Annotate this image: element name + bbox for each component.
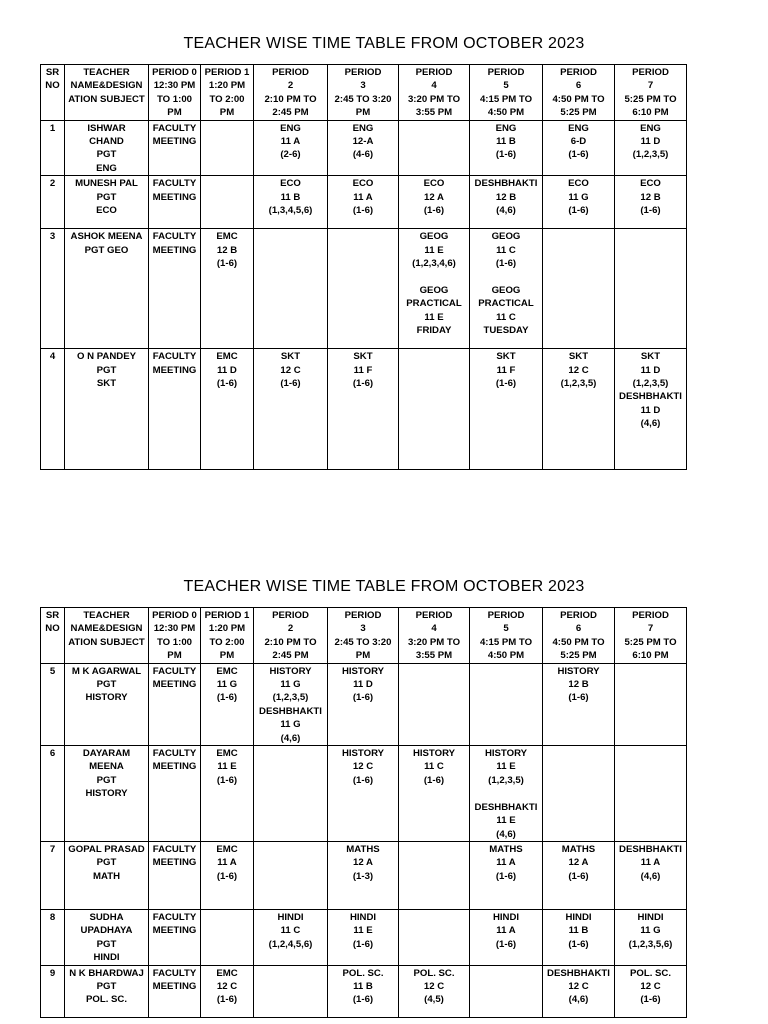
header-row (41, 608, 687, 664)
period-cell: HISTORY 11 G (1,2,3,5) DESHBHAKTI 11 G (4,6) (254, 663, 328, 745)
period-cell: EMC 11 E (1-6) (201, 746, 254, 842)
period-cell: HISTORY 12 B (1-6) (543, 663, 615, 745)
table-row (41, 841, 687, 909)
column-header: PERIOD 2 2:10 PM TO 2:45 PM (254, 608, 328, 664)
period-cell: FACULTY MEETING (149, 965, 201, 1017)
period-cell (328, 229, 399, 349)
period-cell: DESHBHAKTI 12 B (4,6) (470, 176, 543, 229)
period-cell: ECO 12 B (1-6) (615, 176, 687, 229)
teacher-cell: DAYARAM MEENA PGT HISTORY (65, 746, 149, 842)
column-header: PERIOD 0 12:30 PM TO 1:00 PM (149, 608, 201, 664)
period-cell (615, 229, 687, 349)
period-cell: FACULTY MEETING (149, 746, 201, 842)
table-row (41, 120, 687, 176)
period-cell (399, 349, 470, 470)
period-cell (399, 663, 470, 745)
period-cell: FACULTY MEETING (149, 349, 201, 470)
period-cell: HISTORY 11 D (1-6) (328, 663, 399, 745)
serial-number-cell: 4 (41, 349, 65, 470)
period-cell: MATHS 11 A (1-6) (470, 841, 543, 909)
period-cell: EMC 11 G (1-6) (201, 663, 254, 745)
period-cell: GEOG 11 C (1-6) GEOG PRACTICAL 11 C TUESDAY (470, 229, 543, 349)
period-cell: HISTORY 11 E (1,2,3,5) DESHBHAKTI 11 E (4,6) (470, 746, 543, 842)
teacher-cell: ASHOK MEENA PGT GEO (65, 229, 149, 349)
column-header: PERIOD 4 3:20 PM TO 3:55 PM (399, 65, 470, 121)
serial-number-cell: 1 (41, 120, 65, 176)
period-cell: ENG 11 D (1,2,3,5) (615, 120, 687, 176)
serial-number-cell: 3 (41, 229, 65, 349)
teacher-cell: GOPAL PRASAD PGT MATH (65, 841, 149, 909)
column-header: PERIOD 1 1:20 PM TO 2:00 PM (201, 65, 254, 121)
period-cell: FACULTY MEETING (149, 176, 201, 229)
period-cell (470, 965, 543, 1017)
period-cell: DESHBHAKTI 11 A (4,6) (615, 841, 687, 909)
period-cell: ECO 11 G (1-6) (543, 176, 615, 229)
table-row (41, 909, 687, 965)
period-cell (399, 841, 470, 909)
period-cell: ECO 11 A (1-6) (328, 176, 399, 229)
column-header: PERIOD 6 4:50 PM TO 5:25 PM (543, 608, 615, 664)
page-title: TEACHER WISE TIME TABLE FROM OCTOBER 2023 (183, 35, 585, 52)
period-cell: EMC 12 C (1-6) (201, 965, 254, 1017)
period-cell (254, 746, 328, 842)
period-cell: MATHS 12 A (1-3) (328, 841, 399, 909)
page-title: TEACHER WISE TIME TABLE FROM OCTOBER 2023 (183, 578, 585, 595)
period-cell (399, 909, 470, 965)
period-cell: EMC 12 B (1-6) (201, 229, 254, 349)
period-cell: POL. SC. 12 C (4,5) (399, 965, 470, 1017)
period-cell: FACULTY MEETING (149, 120, 201, 176)
column-header: PERIOD 7 5:25 PM TO 6:10 PM (615, 608, 687, 664)
column-header: PERIOD 4 3:20 PM TO 3:55 PM (399, 608, 470, 664)
column-header: SR NO (41, 65, 65, 121)
column-header: TEACHER NAME&DESIGN ATION SUBJECT (65, 608, 149, 664)
header-row (41, 65, 687, 121)
teacher-cell: O N PANDEY PGT SKT (65, 349, 149, 470)
period-cell: DESHBHAKTI 12 C (4,6) (543, 965, 615, 1017)
period-cell: POL. SC. 12 C (1-6) (615, 965, 687, 1017)
serial-number-cell: 8 (41, 909, 65, 965)
serial-number-cell: 7 (41, 841, 65, 909)
period-cell: ECO 11 B (1,3,4,5,6) (254, 176, 328, 229)
period-cell: POL. SC. 11 B (1-6) (328, 965, 399, 1017)
period-cell: HISTORY 12 C (1-6) (328, 746, 399, 842)
teacher-cell: M K AGARWAL PGT HISTORY (65, 663, 149, 745)
column-header: PERIOD 3 2:45 TO 3:20 PM (328, 608, 399, 664)
period-cell: EMC 11 D (1-6) (201, 349, 254, 470)
period-cell: HINDI 11 G (1,2,3,5,6) (615, 909, 687, 965)
column-header: PERIOD 7 5:25 PM TO 6:10 PM (615, 65, 687, 121)
serial-number-cell: 5 (41, 663, 65, 745)
serial-number-cell: 2 (41, 176, 65, 229)
table-row (41, 663, 687, 745)
period-cell: SKT 11 F (1-6) (328, 349, 399, 470)
period-cell: EMC 11 A (1-6) (201, 841, 254, 909)
timetable-2 (40, 607, 687, 1018)
period-cell (399, 120, 470, 176)
column-header: TEACHER NAME&DESIGN ATION SUBJECT (65, 65, 149, 121)
teacher-cell: MUNESH PAL PGT ECO (65, 176, 149, 229)
column-header: PERIOD 2 2:10 PM TO 2:45 PM (254, 65, 328, 121)
period-cell (201, 120, 254, 176)
period-cell: GEOG 11 E (1,2,3,4,6) GEOG PRACTICAL 11 E FRIDAY (399, 229, 470, 349)
period-cell: FACULTY MEETING (149, 841, 201, 909)
period-cell (254, 965, 328, 1017)
table-row (41, 229, 687, 349)
period-cell: HINDI 11 B (1-6) (543, 909, 615, 965)
period-cell: ENG 6-D (1-6) (543, 120, 615, 176)
period-cell: HINDI 11 E (1-6) (328, 909, 399, 965)
table-row (41, 176, 687, 229)
period-cell: ENG 11 B (1-6) (470, 120, 543, 176)
period-cell (254, 841, 328, 909)
period-cell (254, 229, 328, 349)
teacher-cell: ISHWAR CHAND PGT ENG (65, 120, 149, 176)
period-cell: FACULTY MEETING (149, 909, 201, 965)
period-cell: FACULTY MEETING (149, 663, 201, 745)
period-cell (543, 746, 615, 842)
column-header: PERIOD 5 4:15 PM TO 4:50 PM (470, 608, 543, 664)
column-header: PERIOD 3 2:45 TO 3:20 PM (328, 65, 399, 121)
serial-number-cell: 9 (41, 965, 65, 1017)
period-cell (470, 663, 543, 745)
period-cell: ENG 11 A (2-6) (254, 120, 328, 176)
period-cell (543, 229, 615, 349)
period-cell: ENG 12-A (4-6) (328, 120, 399, 176)
period-cell: SKT 11 F (1-6) (470, 349, 543, 470)
period-cell (615, 663, 687, 745)
period-cell: SKT 12 C (1,2,3,5) (543, 349, 615, 470)
period-cell: HINDI 11 A (1-6) (470, 909, 543, 965)
table-row (41, 965, 687, 1017)
teacher-cell: SUDHA UPADHAYA PGT HINDI (65, 909, 149, 965)
column-header: PERIOD 1 1:20 PM TO 2:00 PM (201, 608, 254, 664)
column-header: PERIOD 6 4:50 PM TO 5:25 PM (543, 65, 615, 121)
serial-number-cell: 6 (41, 746, 65, 842)
table-row (41, 349, 687, 470)
period-cell: MATHS 12 A (1-6) (543, 841, 615, 909)
column-header: PERIOD 0 12:30 PM TO 1:00 PM (149, 65, 201, 121)
period-cell: HISTORY 11 C (1-6) (399, 746, 470, 842)
teacher-cell: N K BHARDWAJ PGT POL. SC. (65, 965, 149, 1017)
column-header: PERIOD 5 4:15 PM TO 4:50 PM (470, 65, 543, 121)
period-cell (615, 746, 687, 842)
period-cell: SKT 12 C (1-6) (254, 349, 328, 470)
period-cell (201, 909, 254, 965)
period-cell: FACULTY MEETING (149, 229, 201, 349)
period-cell: ECO 12 A (1-6) (399, 176, 470, 229)
table-row (41, 746, 687, 842)
period-cell (201, 176, 254, 229)
period-cell: SKT 11 D (1,2,3,5) DESHBHAKTI 11 D (4,6) (615, 349, 687, 470)
timetable-1 (40, 64, 687, 470)
period-cell: HINDI 11 C (1,2,4,5,6) (254, 909, 328, 965)
column-header: SR NO (41, 608, 65, 664)
